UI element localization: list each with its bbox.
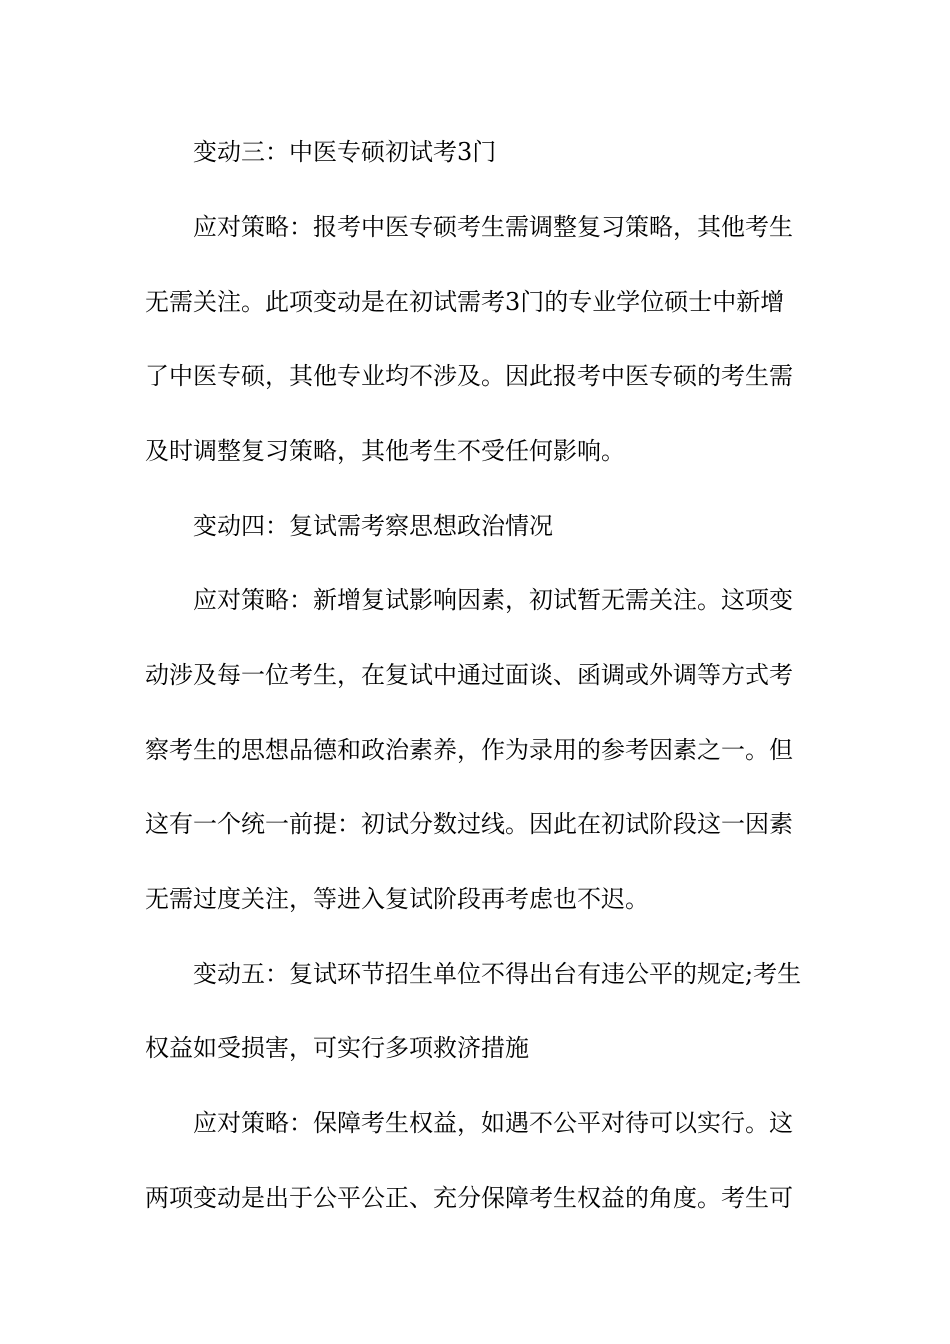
heading-change-five: 变动五：复试环节招生单位不得出台有违公平的规定;考生 — [193, 960, 802, 988]
paragraph-line: 应对策略：保障考生权益，如遇不公平对待可以实行。这 — [193, 1109, 793, 1137]
heading-change-four: 变动四：复试需考察思想政治情况 — [193, 512, 553, 540]
paragraph-line: 察考生的思想品德和政治素养，作为录用的参考因素之一。但 — [145, 736, 793, 764]
paragraph-line: 及时调整复习策略，其他考生不受任何影响。 — [145, 437, 625, 465]
heading-change-three: 变动三：中医专硕初试考3门 — [193, 138, 497, 166]
paragraph-line: 无需过度关注，等进入复试阶段再考虑也不迟。 — [145, 885, 649, 913]
paragraph-line: 了中医专硕，其他专业均不涉及。因此报考中医专硕的考生需 — [145, 362, 793, 390]
heading-change-five-continued: 权益如受损害，可实行多项救济措施 — [145, 1034, 529, 1062]
paragraph-line: 应对策略：新增复试影响因素，初试暂无需关注。这项变 — [193, 586, 793, 614]
paragraph-line: 动涉及每一位考生，在复试中通过面谈、函调或外调等方式考 — [145, 661, 793, 689]
paragraph-line: 无需关注。此项变动是在初试需考3门的专业学位硕士中新增 — [145, 288, 785, 316]
paragraph-line: 这有一个统一前提：初试分数过线。因此在初试阶段这一因素 — [145, 810, 793, 838]
paragraph-line: 应对策略：报考中医专硕考生需调整复习策略，其他考生 — [193, 213, 793, 241]
paragraph-line: 两项变动是出于公平公正、充分保障考生权益的角度。考生可 — [145, 1184, 793, 1212]
